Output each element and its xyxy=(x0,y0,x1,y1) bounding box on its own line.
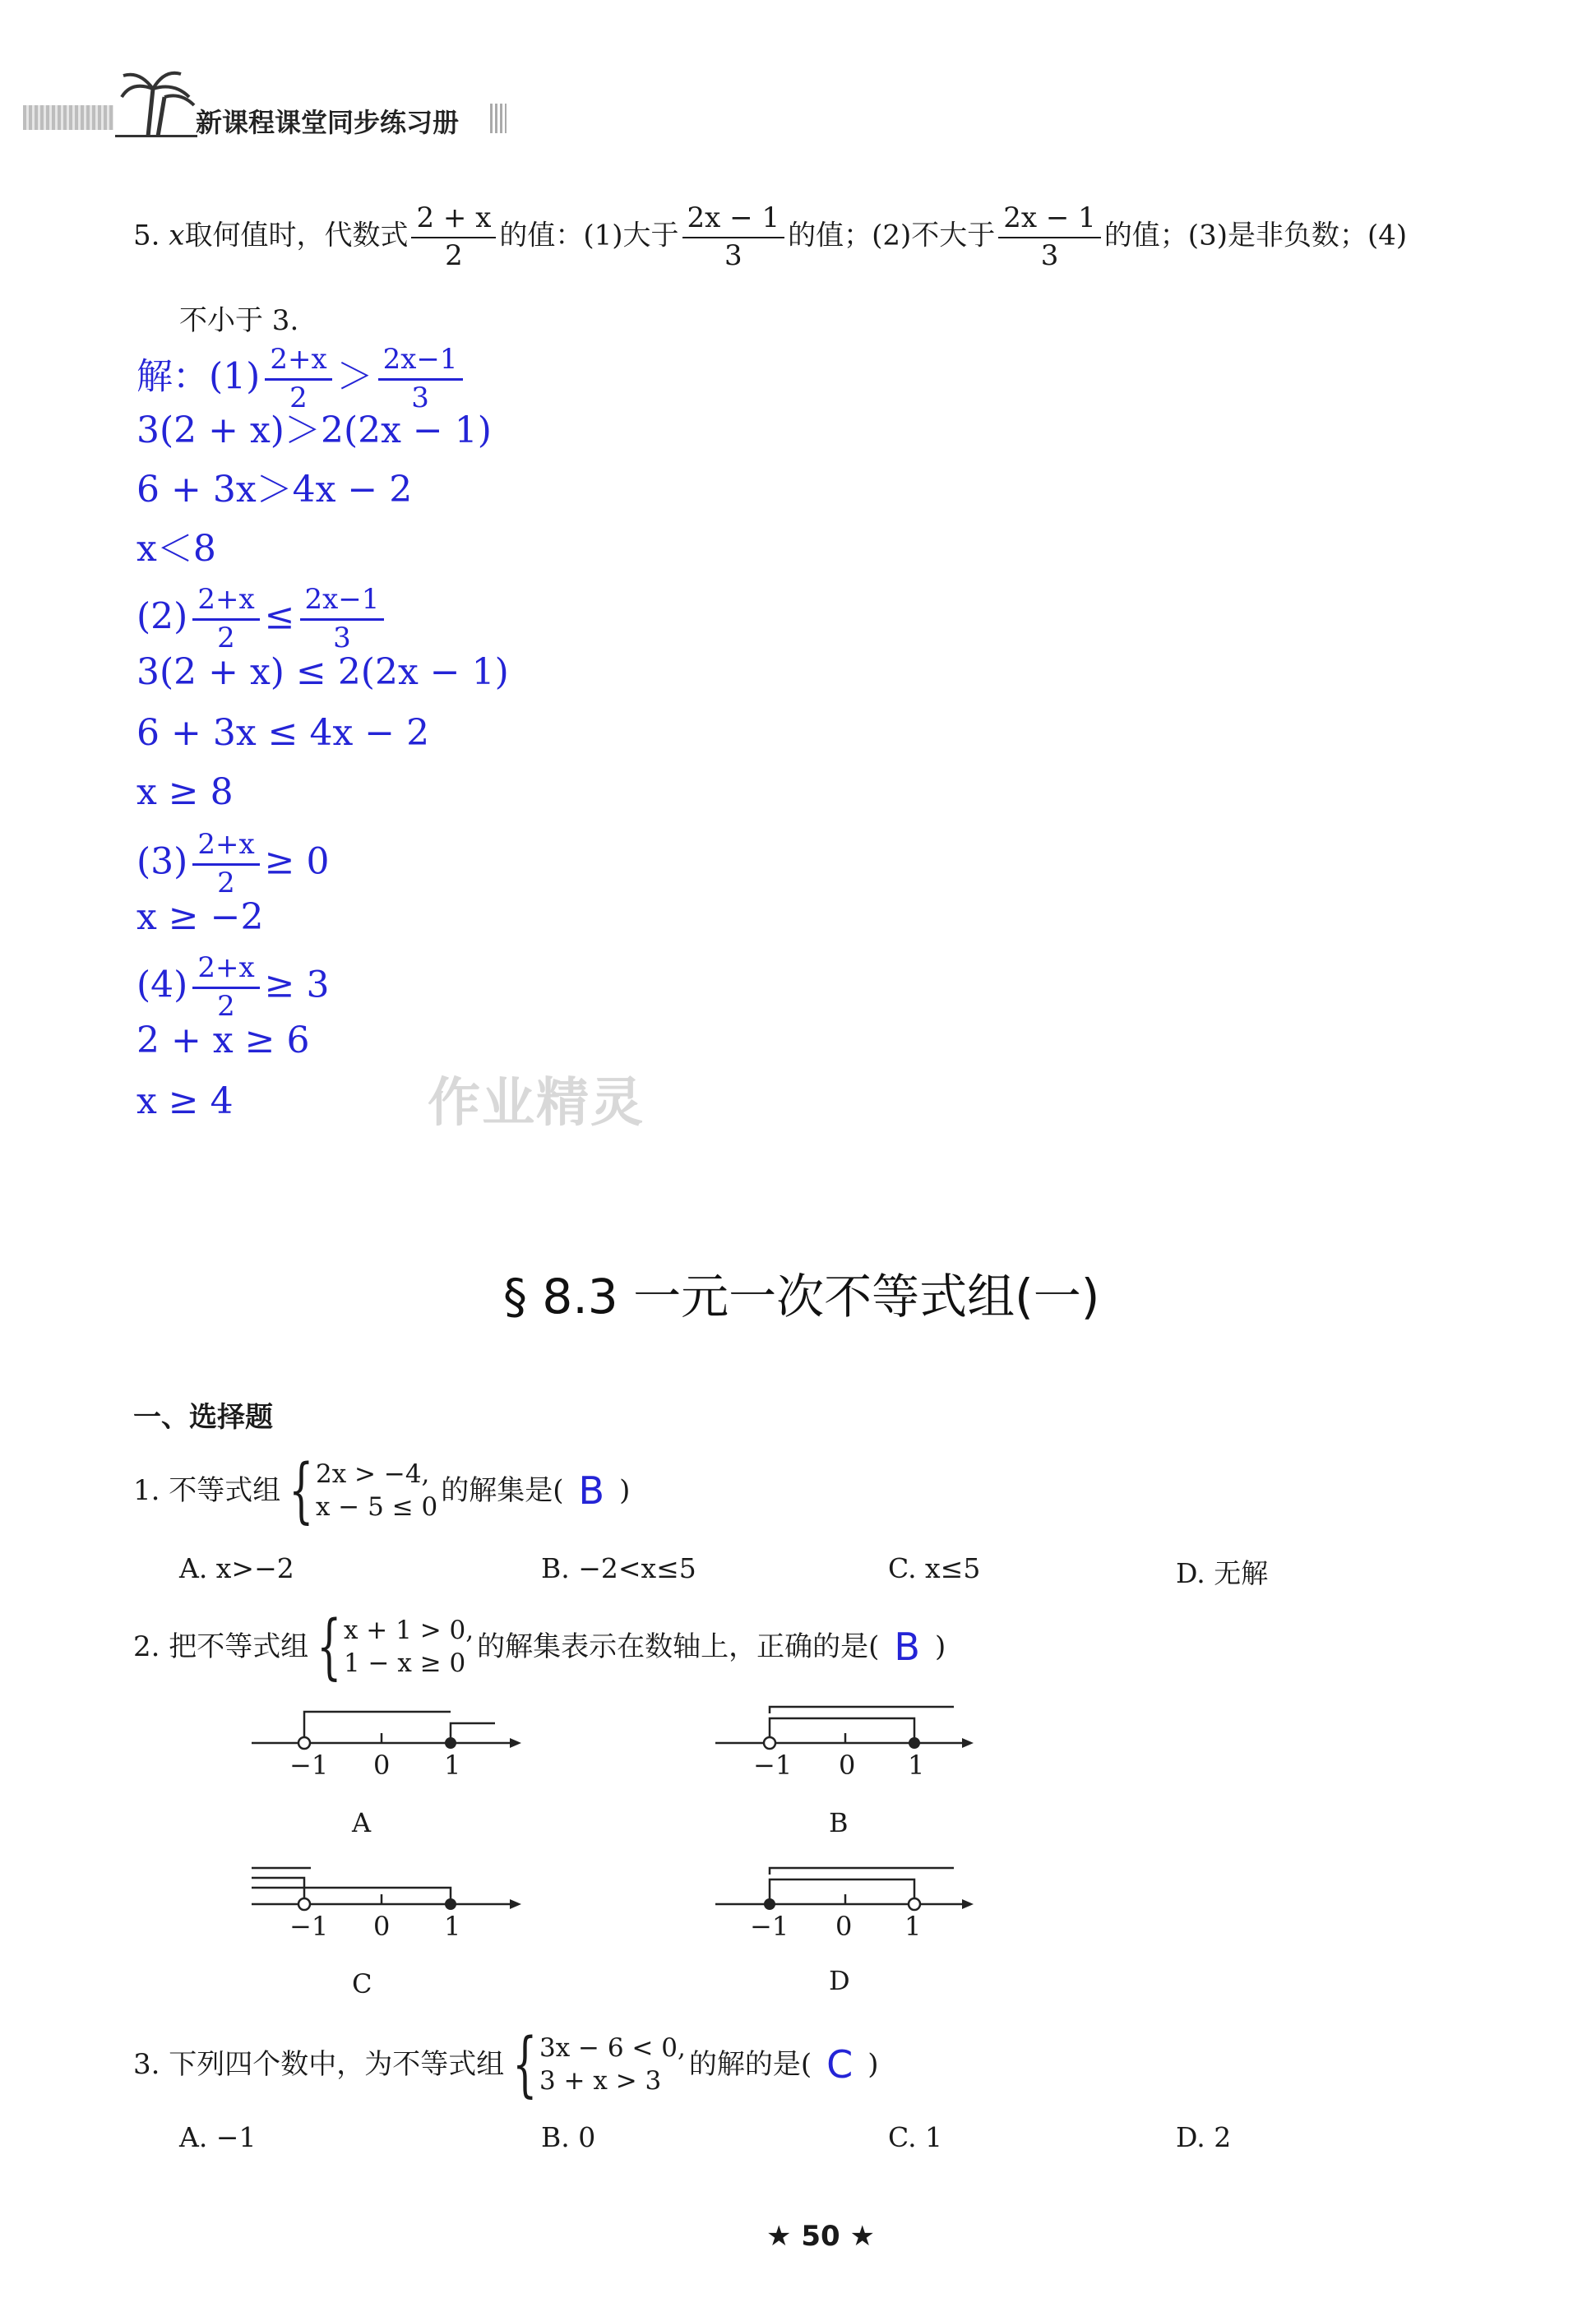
option: A. −1 xyxy=(179,2121,257,2153)
tick-label: −1 xyxy=(753,1750,793,1781)
option: D. 2 xyxy=(1176,2121,1232,2153)
tick-label: −1 xyxy=(289,1750,329,1781)
tick-label: 0 xyxy=(835,1911,853,1942)
solution-line: x＜8 xyxy=(136,528,216,570)
watermark: 作业精灵 xyxy=(428,1073,645,1134)
solution-line: 2 + x ≥ 6 xyxy=(136,1019,310,1061)
solution-line: x ≥ −2 xyxy=(136,896,264,938)
option: B. 0 xyxy=(541,2121,596,2153)
tick-label: 1 xyxy=(444,1750,461,1781)
tick-label: −1 xyxy=(289,1911,329,1942)
option: C. x≤5 xyxy=(888,1552,981,1584)
tick-label: 0 xyxy=(839,1750,856,1781)
tick-label: 1 xyxy=(904,1911,922,1942)
solution-part-3: (3) $\frac{2+x}{2}$ ≥ 0 xyxy=(136,828,330,899)
question-1: 1. 不等式组 { 2x > −4, x − 5 ≤ 0 的解集是( B ) xyxy=(133,1449,631,1532)
solution-line: 3(2 + x)＞2(2x − 1) xyxy=(136,409,492,451)
solution-part-4: (4) $\frac{2+x}{2}$ ≥ 3 xyxy=(136,951,330,1023)
solution-part-2: (2) $\frac{2+x}{2}$ ≤ $\frac{2x-1}{3}$ xyxy=(136,585,389,653)
header-decor-bar xyxy=(23,105,113,130)
question-2: 2. 把不等式组 { x + 1 > 0, 1 − x ≥ 0 的解集表示在数轴上，正确的是( B ) xyxy=(133,1606,946,1688)
problem-5-line2: 不小于 3. xyxy=(179,304,299,337)
solution-line: 6 + 3x ≤ 4x − 2 xyxy=(136,712,430,754)
answer-mark: B xyxy=(894,1625,920,1669)
solution-line-1: 解：(1) $\frac{2+x}{2}$ ＞ $\frac{2x-1}{3}$ xyxy=(136,345,468,413)
option: B. −2<x≤5 xyxy=(541,1552,696,1584)
section-title: § 8.3 一元一次不等式组(一) xyxy=(503,1269,1100,1325)
diagram-label: D xyxy=(829,1965,850,1996)
solution-line: 3(2 + x) ≤ 2(2x − 1) xyxy=(136,651,509,693)
answer-mark: B xyxy=(578,1468,605,1513)
diagram-label: C xyxy=(352,1968,372,2000)
palm-tree-icon xyxy=(115,64,197,138)
tick-label: 0 xyxy=(373,1750,391,1781)
tick-label: 1 xyxy=(908,1750,925,1781)
header-title: 新课程课堂同步练习册 xyxy=(196,107,460,138)
part-heading: 一、选择题 xyxy=(133,1401,273,1434)
tick-label: 0 xyxy=(373,1911,391,1942)
option: A. x>−2 xyxy=(179,1552,294,1584)
tick-label: 1 xyxy=(444,1911,461,1942)
header-decor-right xyxy=(490,104,507,133)
diagram-label: A xyxy=(352,1807,372,1838)
page-number: ★ 50 ★ xyxy=(766,2220,875,2253)
option: D. 无解 xyxy=(1176,1557,1269,1589)
diagram-label: B xyxy=(829,1807,849,1838)
solution-line: 6 + 3x＞4x − 2 xyxy=(136,469,413,511)
problem-5-text: 5. x取何值时，代数式 $\frac{2 + x}{2}$ 的值：(1)大于 $\frac{2x - 1}{3}$ 的值；(2)不大于 $\frac{2x - 1}{3}$ 的值；(3)是非负数；(4) xyxy=(133,201,1408,272)
option: C. 1 xyxy=(888,2121,943,2153)
solution-line: x ≥ 4 xyxy=(136,1080,234,1122)
question-3: 3. 下列四个数中，为不等式组 { 3x − 6 < 0, 3 + x > 3 的解的是( C ) xyxy=(133,2023,879,2106)
tick-label: −1 xyxy=(750,1911,789,1942)
solution-line: x ≥ 8 xyxy=(136,771,234,813)
answer-mark: C xyxy=(826,2042,854,2087)
